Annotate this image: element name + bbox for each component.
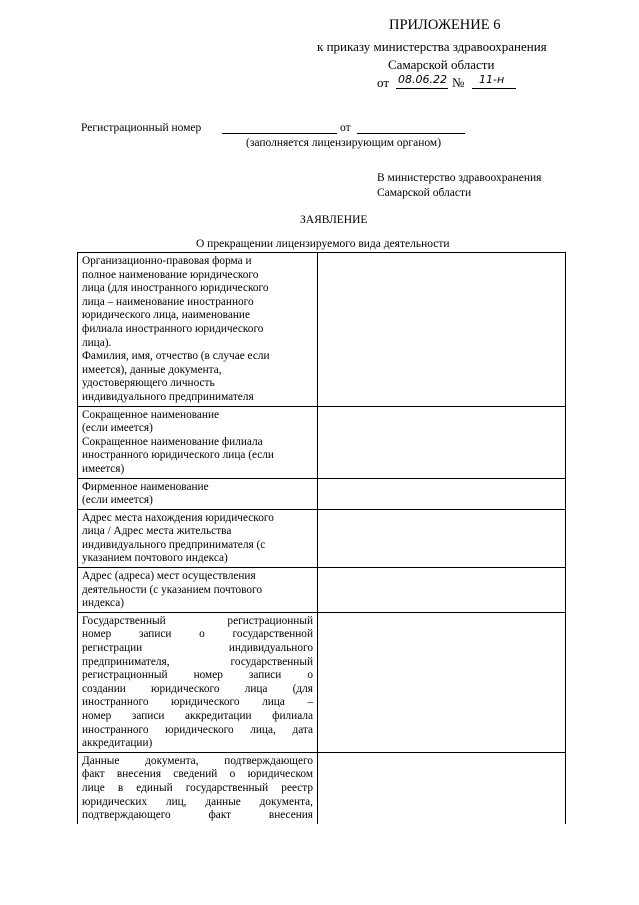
order-region: Самарской области	[388, 57, 495, 72]
field-value-short-name[interactable]	[318, 406, 566, 478]
registration-number-label: Регистрационный номер	[81, 122, 202, 134]
appendix-title: ПРИЛОЖЕНИЕ 6	[389, 17, 501, 33]
field-value-activity-address[interactable]	[318, 568, 566, 613]
field-label-registration-number: Государственный регистрационный номер записи о государственной регистрации индивидуального предпринимателя, государственный регистрационный номер записи о создании юридического лица (для иностранного юридического лица – номер записи аккредитации филиала иностранного юридического лица, дата аккредитации)	[78, 612, 318, 752]
number-sign: №	[452, 75, 465, 90]
addressee-line1: В министерство здравоохранения	[377, 172, 542, 184]
table-row	[78, 406, 566, 478]
field-value-address[interactable]	[318, 509, 566, 567]
order-number-handwritten: 11-н	[479, 73, 505, 86]
table-row	[78, 612, 566, 752]
order-reference: к приказу министерства здравоохранения	[317, 39, 547, 54]
document-title: ЗАЯВЛЕНИЕ	[300, 214, 368, 226]
order-date-handwritten: 08.06.22	[398, 73, 447, 86]
order-date-prefix: от	[377, 75, 390, 90]
registration-from-label: от	[340, 122, 351, 134]
field-label-brand-name: Фирменное наименование (если имеется)	[78, 478, 318, 509]
table-row	[78, 752, 566, 823]
field-label-short-name: Сокращенное наименование (если имеется) Сокращенное наименование филиала иностранного юридического лица (если имеется)	[78, 406, 318, 478]
registration-number-field[interactable]	[222, 122, 337, 134]
field-value-registration-number[interactable]	[318, 612, 566, 752]
table-row	[78, 568, 566, 613]
field-label-address: Адрес места нахождения юридического лица / Адрес места жительства индивидуального предпринимателя (с указанием почтового индекса)	[78, 509, 318, 567]
field-value-name[interactable]	[318, 253, 566, 407]
registration-note: (заполняется лицензирующим органом)	[246, 137, 442, 149]
field-value-brand-name[interactable]	[318, 478, 566, 509]
application-form-table	[77, 252, 566, 824]
table-row	[78, 253, 566, 407]
table-row	[78, 478, 566, 509]
field-label-name: Организационно-правовая форма и полное наименование юридического лица (для иностранного юридического лица – наименование иностранного юридического лица, наименование филиала иностранного юридического лица). Фамилия, имя, отчество (в случае если имеется), данные документа, удостоверяющего личность индивидуального предпринимателя	[78, 253, 318, 407]
addressee-line2: Самарской области	[377, 187, 472, 199]
field-value-registry-document[interactable]	[318, 752, 566, 823]
field-label-activity-address: Адрес (адреса) мест осуществления деятельности (с указанием почтового индекса)	[78, 568, 318, 613]
document-subtitle: О прекращении лицензируемого вида деятельности	[196, 238, 450, 250]
table-row	[78, 509, 566, 567]
registration-date-field[interactable]	[357, 122, 465, 134]
field-label-registry-document: Данные документа, подтверждающего факт внесения сведений о юридическом лице в единый государственный реестр юридических лиц, данные документа, подтверждающего факт внесения	[78, 752, 318, 823]
